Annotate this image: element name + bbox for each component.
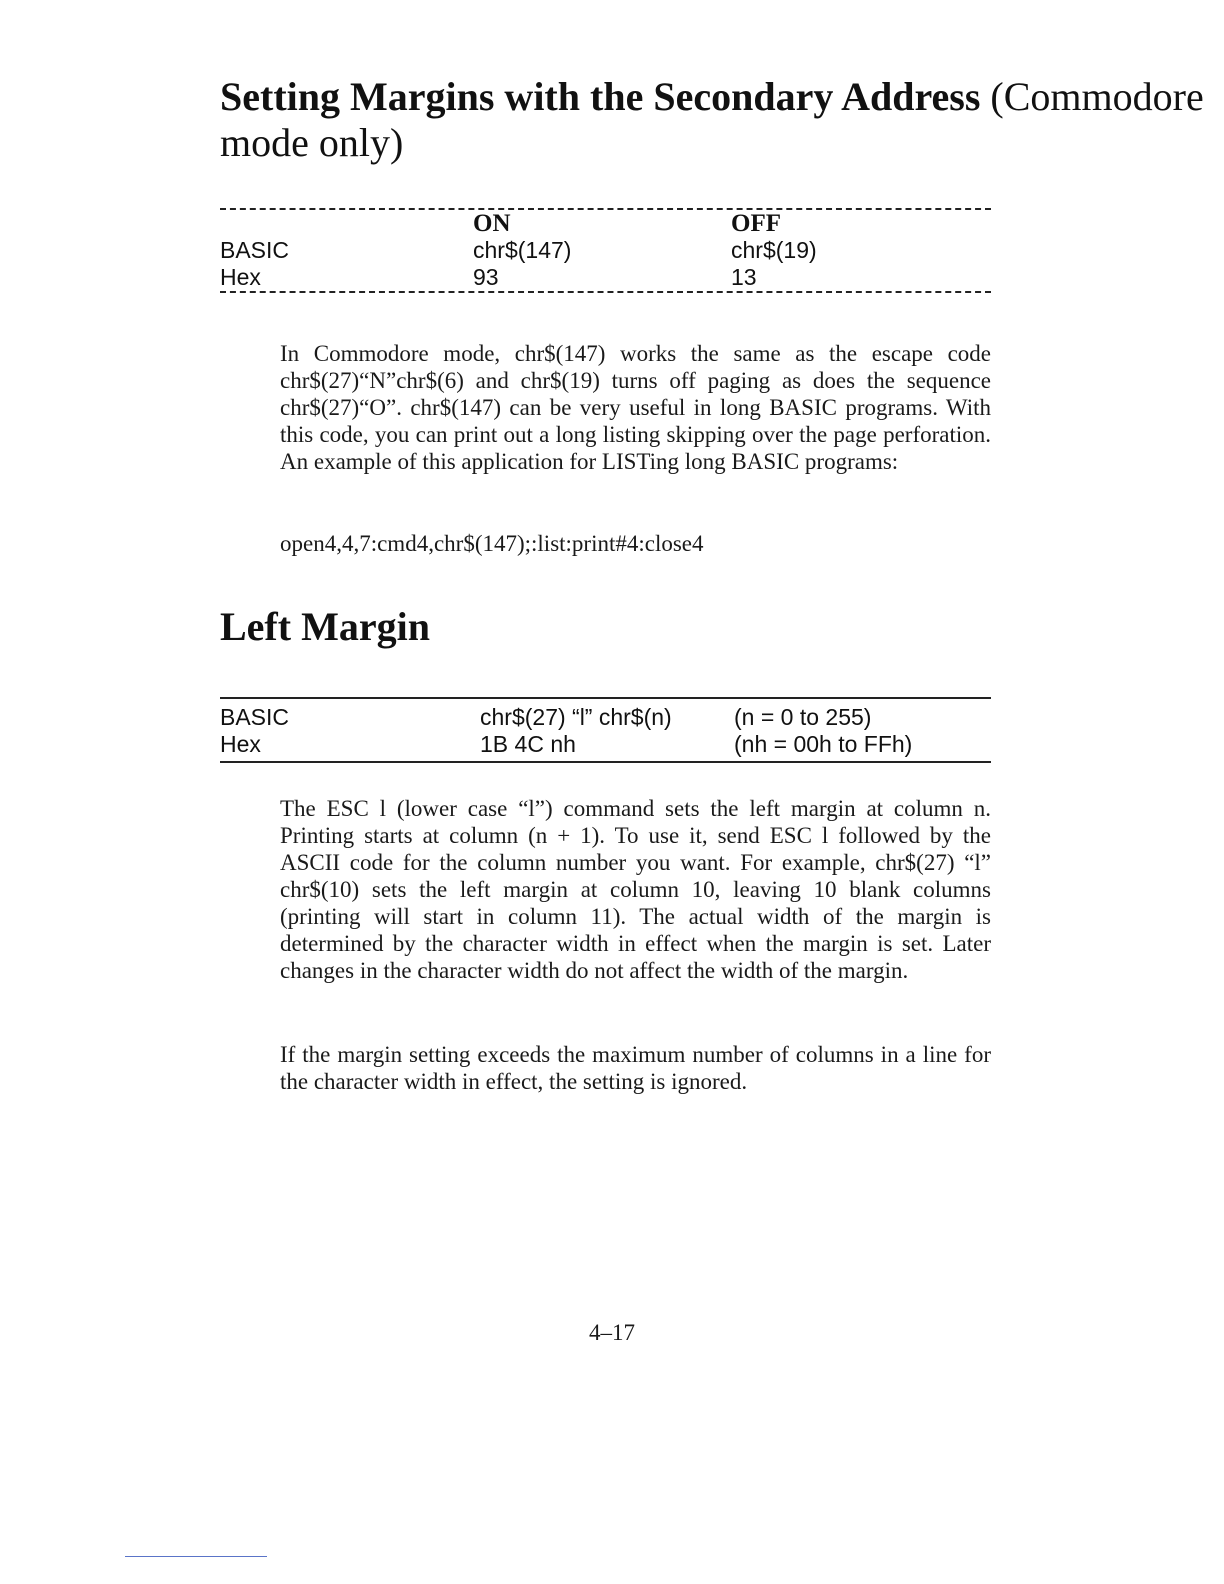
table-bottom-rule — [220, 761, 991, 763]
row-label: Hex — [220, 731, 261, 757]
table-row-basic — [220, 704, 991, 731]
section-title-qualifier: (Commodore mode only) — [220, 74, 1204, 165]
row-value-off: chr$(19) — [731, 237, 817, 263]
table-top-rule — [220, 697, 991, 699]
table-header-row — [220, 210, 991, 237]
secondary-address-table — [220, 208, 991, 293]
paragraph-esc-l-description: The ESC l (lower case “l”) command sets the left margin at column n. Printing starts at column (n + 1). To use it, send ESC l followed by the ASCII code for the column number you want. For example, chr$(27) “l” chr$(10) sets the left margin at column 10, leaving 10 blank columns (printing will start in column 11). The actual width of the margin is determined by the character width in effect when the margin is set. Later changes in the character width do not affect the width of the margin. — [280, 796, 991, 983]
table-row-hex — [220, 264, 991, 291]
row-command: chr$(27) “l” chr$(n) — [480, 704, 672, 730]
section-title-bold: Setting Margins with the Secondary Address — [220, 74, 981, 119]
table-bottom-rule — [220, 291, 991, 293]
page-number: 4–17 — [589, 1320, 635, 1345]
section-title-left-margin: Left Margin — [220, 604, 430, 649]
footer-rule — [125, 1556, 267, 1557]
code-example: open4,4,7:cmd4,chr$(147);:list:print#4:close4 — [280, 531, 704, 556]
row-range: (nh = 00h to FFh) — [734, 731, 913, 757]
row-label: BASIC — [220, 237, 290, 263]
left-margin-table — [220, 697, 991, 763]
row-label: Hex — [220, 264, 261, 290]
row-value-on: 93 — [473, 264, 499, 290]
row-command: 1B 4C nh — [480, 731, 576, 757]
paragraph-commodore-mode: In Commodore mode, chr$(147) works the same as the escape code chr$(27)“N”chr$(6) and chr$(19) turns off paging as does the sequence chr$(27)“O”. chr$(147) can be very useful in long BASIC programs. With this code, you can print out a long listing skipping over the page perforation. An example of this application for LISTing long BASIC programs: — [280, 341, 991, 474]
header-cell-on: ON — [473, 210, 511, 237]
row-value-on: chr$(147) — [473, 237, 572, 263]
row-range: (n = 0 to 255) — [734, 704, 872, 730]
header-cell-empty — [220, 210, 473, 237]
paragraph-margin-ignored: If the margin setting exceeds the maximum number of columns in a line for the character width in effect, the setting is ignored. — [280, 1042, 991, 1094]
table-row-basic — [220, 237, 991, 264]
row-label: BASIC — [220, 704, 290, 730]
section-title-secondary-address — [220, 74, 1224, 166]
table-row-hex — [220, 731, 991, 758]
row-value-off: 13 — [731, 264, 757, 290]
header-cell-off: OFF — [731, 210, 781, 237]
